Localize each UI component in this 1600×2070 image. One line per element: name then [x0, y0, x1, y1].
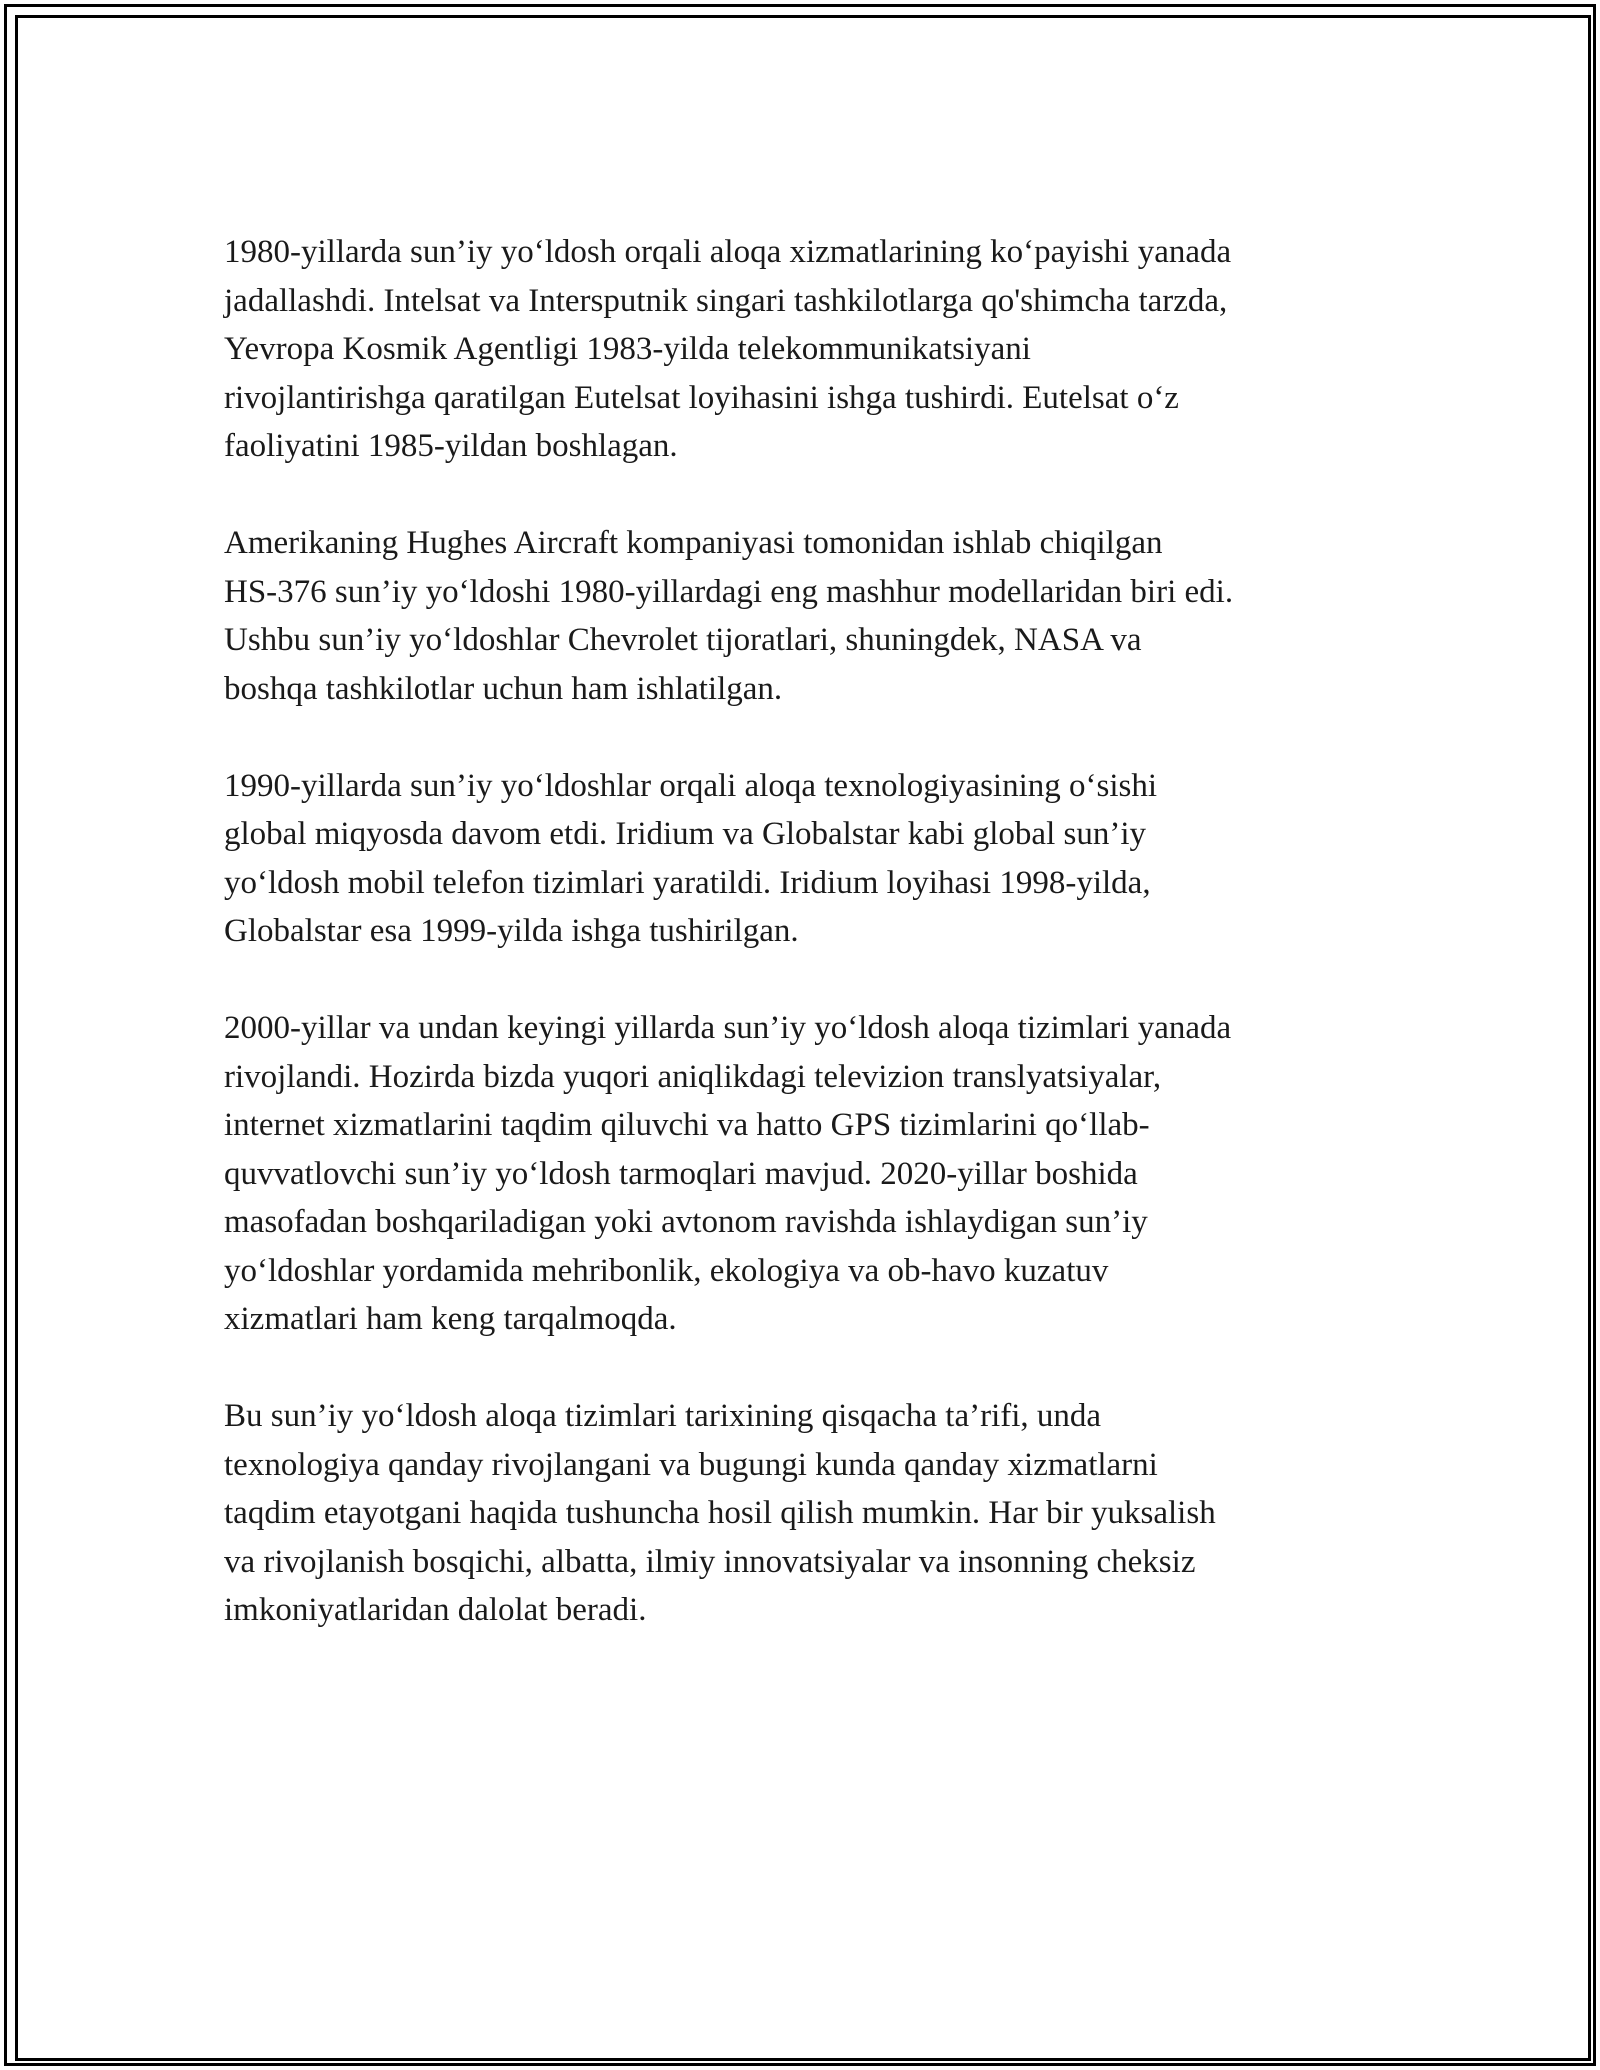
text-line: jadallashdi. Intelsat va Intersputnik singari tashkilotlarga qo'shimcha tarzda,: [224, 282, 1228, 319]
text-line: boshqa tashkilotlar uchun ham ishlatilgan.: [224, 670, 783, 707]
text-line: rivojlantirishga qaratilgan Eutelsat loyihasini ishga tushirdi. Eutelsat o‘z: [224, 379, 1179, 416]
text-line: Yevropa Kosmik Agentligi 1983-yilda telekommunikatsiyani: [224, 331, 1031, 367]
text-line: taqdim etayotgani haqida tushuncha hosil qilish mumkin. Har bir yuksalish: [224, 1495, 1216, 1531]
text-line: rivojlandi. Hozirda bizda yuqori aniqlikdagi televizion translyatsiyalar,: [224, 1058, 1162, 1095]
document-body: [224, 228, 1374, 1683]
text-line: yo‘ldosh mobil telefon tizimlari yaratildi. Iridium loyihasi 1998-yilda,: [224, 864, 1151, 901]
paragraph-summary: [224, 1392, 1374, 1635]
text-line: imkoniyatlaridan dalolat beradi.: [224, 1592, 647, 1628]
text-line: 1980-yillarda sun’iy yo‘ldosh orqali aloqa xizmatlarining ko‘payishi yanada: [224, 234, 1232, 270]
text-line: masofadan boshqariladigan yoki avtonom ravishda ishlaydigan sun’iy: [224, 1204, 1148, 1240]
paragraph-1990s-growth: [224, 762, 1374, 956]
text-line: va rivojlanish bosqichi, albatta, ilmiy innovatsiyalar va insonning cheksiz: [224, 1543, 1196, 1580]
text-line: Ushbu sun’iy yo‘ldoshlar Chevrolet tijoratlari, shuningdek, NASA va: [224, 622, 1142, 658]
text-line: Bu sun’iy yo‘ldosh aloqa tizimlari tarixining qisqacha ta’rifi, unda: [224, 1398, 1102, 1434]
text-line: quvvatlovchi sun’iy yo‘ldosh tarmoqlari mavjud. 2020-yillar boshida: [224, 1155, 1138, 1192]
text-line: Globalstar esa 1999-yilda ishga tushirilgan.: [224, 913, 799, 949]
paragraph-2000s-development: [224, 1004, 1374, 1344]
text-line: 1990-yillarda sun’iy yo‘ldoshlar orqali aloqa texnologiyasining o‘sishi: [224, 767, 1158, 804]
paragraph-hs376: [224, 519, 1374, 713]
text-line: yo‘ldoshlar yordamida mehribonlik, ekologiya va ob-havo kuzatuv: [224, 1252, 1109, 1289]
text-line: 2000-yillar va undan keyingi yillarda sun’iy yo‘ldosh aloqa tizimlari yanada: [224, 1010, 1232, 1046]
text-line: xizmatlari ham keng tarqalmoqda.: [224, 1301, 677, 1337]
text-line: Amerikaning Hughes Aircraft kompaniyasi tomonidan ishlab chiqilgan: [224, 525, 1163, 561]
paragraph-1980s-expansion: [224, 228, 1374, 471]
text-line: HS-376 sun’iy yo‘ldoshi 1980-yillardagi eng mashhur modellaridan biri edi.: [224, 573, 1234, 610]
text-line: global miqyosda davom etdi. Iridium va Globalstar kabi global sun’iy: [224, 816, 1147, 852]
text-line: internet xizmatlarini taqdim qiluvchi va hatto GPS tizimlarini qo‘llab-: [224, 1107, 1150, 1143]
text-line: faoliyatini 1985-yildan boshlagan.: [224, 428, 678, 464]
text-line: texnologiya qanday rivojlangani va bugungi kunda qanday xizmatlarni: [224, 1446, 1158, 1483]
